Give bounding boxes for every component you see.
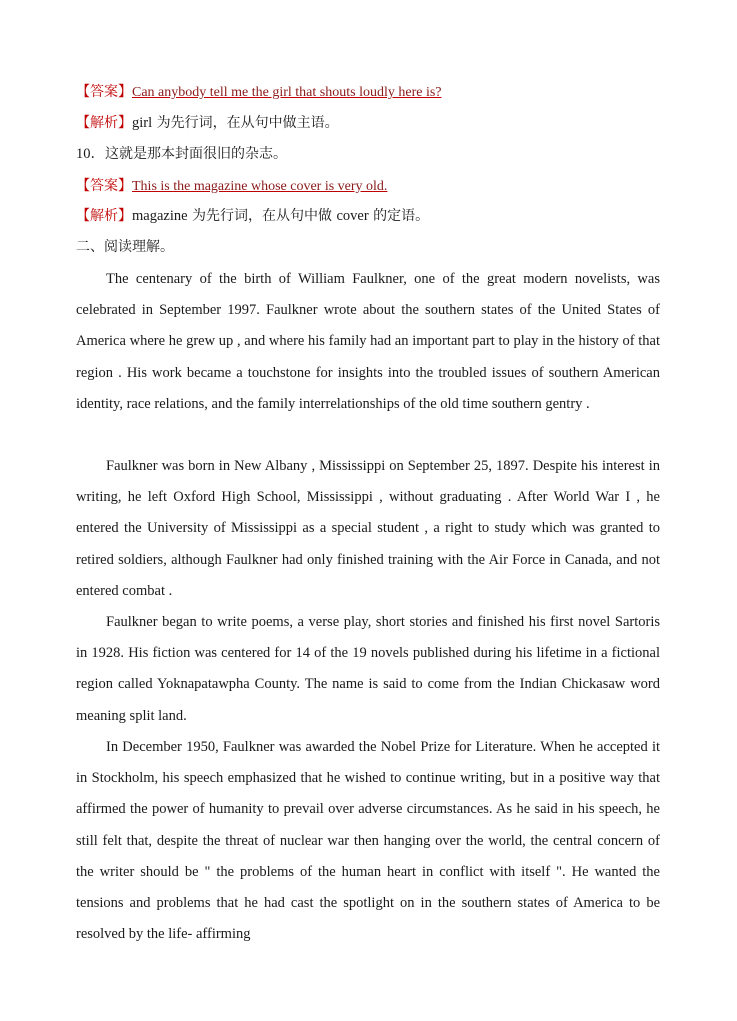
analysis-text-2: 的定语。	[368, 208, 430, 224]
question-number: 10．	[76, 146, 105, 162]
answer-line-10	[76, 176, 660, 197]
reading-paragraph: The centenary of the birth of William Faulkner, one of the great modern novelists, was celebrated in September 1997. Faulkner wrote about the southern states of the United States of America where he grew up , and where his family had an important part to play in the history of that region . His work became a touchstone for insights into the troubled issues of southern American identity, race relations, and the family interrelationships of the old time southern gentry .	[76, 271, 660, 412]
answer-line-9	[76, 82, 660, 103]
section-heading: 二、阅读理解。	[76, 239, 174, 255]
reading-paragraph: Faulkner was born in New Albany , Mississippi on September 25, 1897. Despite his interest in writing, he left Oxford High School, Mississippi , without graduating . After World War I , he entered the University of Mississippi as a special student , a right to study which was granted to retired soldiers, although Faulkner had only finished training with the Air Force in Canada, and not entered combat .	[76, 458, 660, 599]
analysis-keyword: magazine	[132, 208, 188, 224]
analysis-tag: 【解析】	[76, 208, 132, 224]
question-10	[76, 144, 660, 164]
analysis-keyword: girl	[132, 115, 153, 131]
analysis-keyword-2: cover	[336, 208, 369, 224]
answer-text: Can anybody tell me the girl that shouts loudly here is?	[132, 85, 442, 100]
analysis-text: 为先行词，在从句中做主语。	[152, 115, 339, 131]
analysis-line-10	[76, 206, 660, 226]
question-text: 这就是那本封面很旧的杂志。	[105, 146, 287, 162]
reading-paragraph: In December 1950, Faulkner was awarded the Nobel Prize for Literature. When he accepted it in Stockholm, his speech emphasized that he wished to continue writing, but in a positive way that affirmed the power of humanity to prevail over adverse circumstances. As he said in his speech, he still felt that, despite the threat of nuclear war then hanging over the world, the central concern of the writer should be " the problems of the human heart in conflict with itself ". He wanted the tensions and problems that he had cast the spotlight on in the southern states of America to be resolved by the life- affirming	[76, 739, 660, 943]
analysis-tag: 【解析】	[76, 115, 132, 131]
analysis-text: 为先行词，在从句中做	[187, 208, 337, 224]
answer-tag: 【答案】	[76, 84, 132, 100]
answer-tag: 【答案】	[76, 178, 132, 194]
answer-text: This is the magazine whose cover is very old.	[132, 179, 388, 194]
analysis-line-9	[76, 113, 660, 133]
reading-paragraph: Faulkner began to write poems, a verse play, short stories and finished his first novel Sartoris in 1928. His fiction was centered for 14 of the 19 novels published during his lifetime in a fictional region called Yoknapatawpha County. The name is said to come from the Indian Chickasaw word meaning split land.	[76, 614, 660, 724]
